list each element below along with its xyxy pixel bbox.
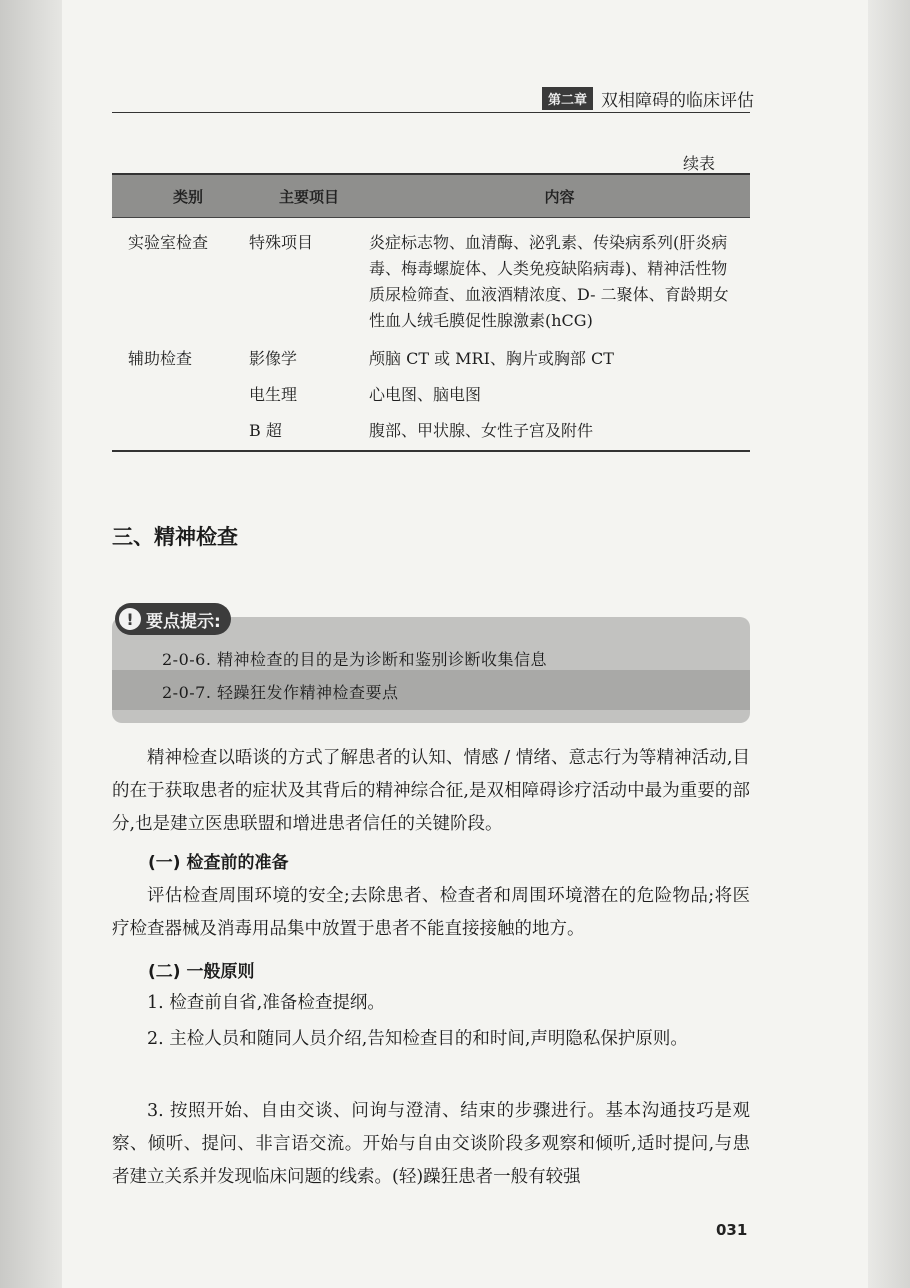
table-continued-label: 续表 <box>683 154 716 173</box>
principle-item-1: 1. 检查前自省,准备检查提纲。 <box>147 993 385 1013</box>
page-edge-left <box>0 0 62 1288</box>
cell-content: 心电图、脑电图 <box>369 385 482 404</box>
subsection-title-1: (一) 检查前的准备 <box>148 853 289 873</box>
table-row <box>112 218 750 335</box>
column-header-content: 内容 <box>369 174 750 218</box>
tip-item: 2-0-7. 轻躁狂发作精神检查要点 <box>162 683 399 702</box>
principle-item-2: 2. 主检人员和随同人员介绍,告知检查目的和时间,声明隐私保护原则。 <box>147 1029 688 1049</box>
cell-item: B 超 <box>249 408 369 451</box>
table-row <box>112 408 750 451</box>
chapter-tag: 第二章 <box>542 87 593 110</box>
column-header-item: 主要项目 <box>249 174 369 218</box>
cell-item: 特殊项目 <box>249 233 314 252</box>
tip-item: 2-0-6. 精神检查的目的是为诊断和鉴别诊断收集信息 <box>162 650 548 669</box>
cell-content: 颅脑 CT 或 MRI、胸片或胸部 CT <box>369 349 614 368</box>
subsection-title-2: (二) 一般原则 <box>148 962 255 982</box>
cell-category <box>112 408 249 451</box>
exam-table <box>112 173 750 452</box>
tips-label <box>115 603 231 635</box>
page-number: 031 <box>716 1221 748 1239</box>
cell-content: 炎症标志物、血清酶、泌乳素、传染病系列(肝炎病毒、梅毒螺旋体、人类免疫缺陷病毒)、精神活性物质尿检筛查、血液酒精浓度、D- 二聚体、育龄期女性血人绒毛膜促性腺激素(hCG) <box>369 233 729 330</box>
exclamation-icon: ! <box>119 608 141 630</box>
cell-item: 影像学 <box>249 349 298 368</box>
cell-category: 实验室检查 <box>128 233 209 252</box>
running-header <box>542 86 754 111</box>
cell-category: 辅助检查 <box>128 349 193 368</box>
chapter-title: 双相障碍的临床评估 <box>601 91 754 111</box>
table-row <box>112 372 750 408</box>
table-row <box>112 334 750 372</box>
cell-item: 电生理 <box>249 385 298 404</box>
page-edge-right <box>868 0 910 1288</box>
preparation-paragraph: 评估检查周围环境的安全;去除患者、检查者和周围环境潜在的危险物品;将医疗检查器械及消毒用品集中放置于患者不能直接接触的地方。 <box>112 886 750 939</box>
cell-category <box>112 372 249 408</box>
header-rule <box>112 112 750 113</box>
tips-label-text: 要点提示: <box>146 611 221 632</box>
cell-content: 腹部、甲状腺、女性子宫及附件 <box>369 408 750 451</box>
table-header-row <box>112 174 750 218</box>
intro-paragraph: 精神检查以晤谈的方式了解患者的认知、情感 / 情绪、意志行为等精神活动,目的在于获取患者的症状及其背后的精神综合征,是双相障碍诊疗活动中最为重要的部分,也是建立医患联盟和增进患者信任的关键阶段。 <box>112 748 750 834</box>
principle-item-3: 3. 按照开始、自由交谈、问询与澄清、结束的步骤进行。基本沟通技巧是观察、倾听、提问、非言语交流。开始与自由交谈阶段多观察和倾听,适时提问,与患者建立关系并发现临床问题的线索。(轻)躁狂患者一般有较强 <box>112 1101 750 1187</box>
column-header-category: 类别 <box>112 174 249 218</box>
section-title: 三、精神检查 <box>112 525 238 549</box>
